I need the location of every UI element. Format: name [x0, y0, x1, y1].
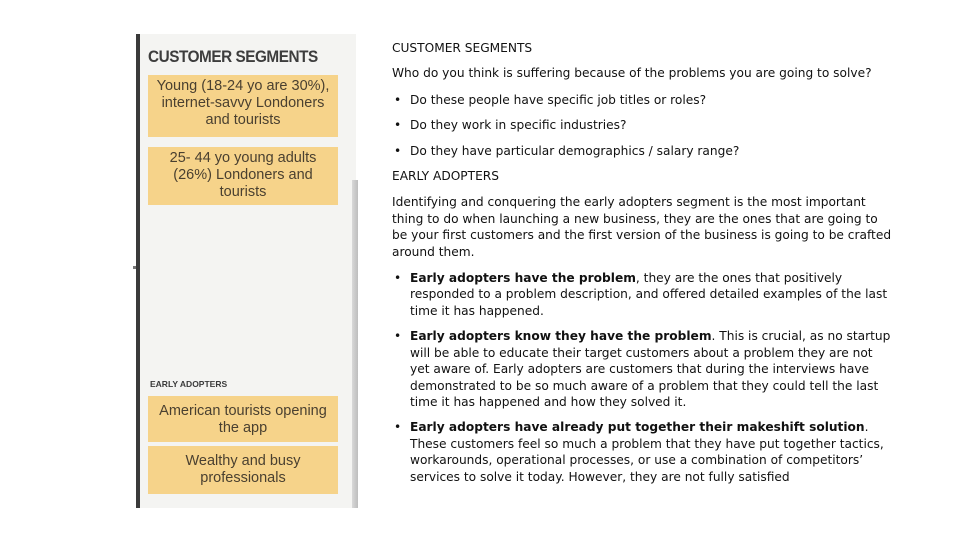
intro-paragraph: Identifying and conquering the early adopters segment is the most important thing to do when launching a new business, they are the ones that are going to be your first customers and the first version of the business is going to be crafted around them. — [392, 195, 892, 259]
early-adopters-label: EARLY ADOPTERS — [150, 379, 228, 389]
question-text: Who do you think is suffering because of the problems you are going to solve? — [392, 66, 872, 81]
heading-customer-segments: CUSTOMER SEGMENTS — [392, 41, 533, 55]
canvas-title: CUSTOMER SEGMENTS — [148, 47, 318, 66]
heading-early-adopters: EARLY ADOPTERS — [392, 169, 500, 184]
point-bold: Early adopters know they have the problem — [410, 329, 712, 344]
list-item — [392, 270, 892, 319]
point-bold: Early adopters have the problem — [410, 271, 636, 286]
segment-note-2: 25- 44 yo young adults (26%) Londoners and tourists — [148, 147, 338, 205]
early-adopter-note-2: Wealthy and busy professionals — [148, 446, 338, 494]
early-adopter-note-1: American tourists opening the app — [148, 396, 338, 442]
list-item: • Do they work in specific industries? — [392, 117, 892, 133]
slide-text — [392, 40, 892, 494]
list-item — [392, 419, 892, 485]
list-item — [392, 328, 892, 410]
canvas-edge — [352, 180, 358, 508]
point-text: . This is crucial, as no startup will be able to educate their target customers about a problem they are not yet aware of. Early adopters are customers that during the interviews have demonstrated to be so much aware of a problem that they could tell the last time it has happened and how they solved it. — [410, 329, 891, 409]
list-item: • Do these people have specific job titles or roles? — [392, 92, 892, 108]
list-item: • Do they have particular demographics / salary range? — [392, 143, 892, 159]
point-text: , they are the ones that positively responded to a problem description, and offered detailed examples of the last time it has happened. — [410, 271, 888, 318]
decorative-mark — [133, 266, 136, 269]
points-list — [392, 270, 892, 485]
point-text: . These customers feel so much a problem that they have put together tactics, workarounds, operational processes, or use a combination of competitors’ services to solve it today. However, they are not fully satisfied — [410, 420, 884, 484]
question-list — [392, 92, 892, 159]
segment-note-1: Young (18-24 yo are 30%), internet-savvy Londoners and tourists — [148, 75, 338, 137]
point-bold: Early adopters have already put together their makeshift solution — [410, 420, 865, 435]
